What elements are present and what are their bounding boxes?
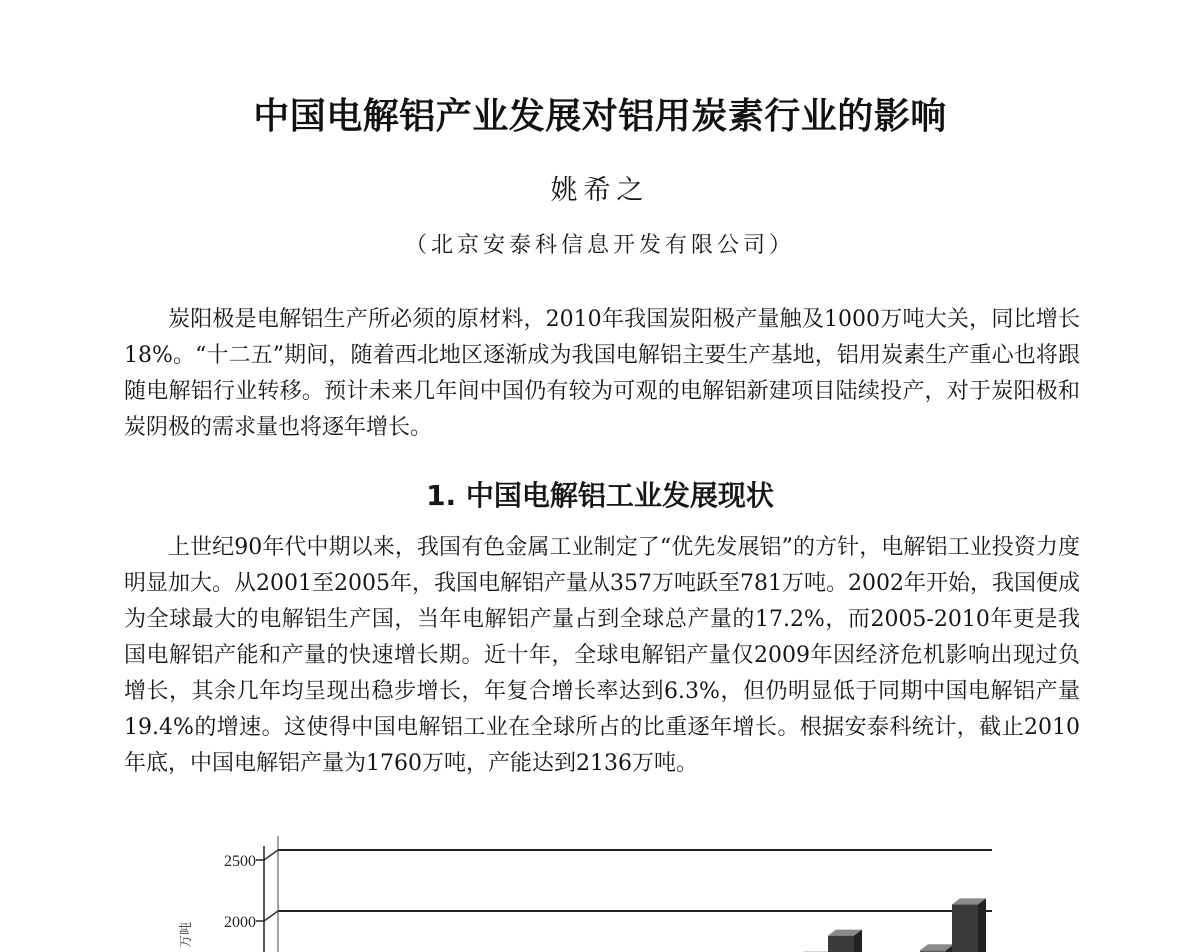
gridline-depth — [264, 911, 278, 921]
y-tick-label: 2500 — [224, 853, 256, 870]
production-chart — [160, 836, 1040, 952]
bar-side-face — [978, 898, 986, 952]
paper-title: 中国电解铝产业发展对铝用炭素行业的影响 — [253, 96, 947, 137]
abstract-paragraph: 炭阳极是电解铝生产所必须的原材料，2010年我国炭阳极产量触及1000万吨大关，同比增长18%。“十二五”期间，随着西北地区逐渐成为我国电解铝主要生产基地，铝用炭素生产重心也将跟随电解铝行业转移。预计未来几年间中国仍有较为可观的电解铝新建项目陆续投产，对于炭阳极和炭阴极的需求量也将逐年增长。 — [124, 307, 1080, 440]
section-heading-1: 1. 中国电解铝工业发展现状 — [426, 479, 774, 512]
author-affiliation: （北京安泰科信息开发有限公司） — [404, 233, 795, 258]
y-axis-label: 万吨 — [178, 921, 193, 948]
bar — [952, 904, 978, 952]
chart-svg — [160, 836, 1040, 952]
bar — [828, 936, 854, 952]
y-tick-label: 2000 — [224, 914, 256, 931]
section-1-paragraph: 上世纪90年代中期以来，我国有色金属工业制定了“优先发展铝”的方针，电解铝工业投资力度明显加大。从2001至2005年，我国电解铝产量从357万吨跃至781万吨。2002年开始，我国便成为全球最大的电解铝生产国，当年电解铝产量占到全球总产量的17.2%，而2005-2010年更是我国电解铝产能和产量的快速增长期。近十年，全球电解铝产量仅2009年因经济危机影响出现过负增长，其余几年均呈现出稳步增长，年复合增长率达到6.3%，但仍明显低于同期中国电解铝产量19.4%的增速。这使得中国电解铝工业在全球所占的比重逐年增长。根据安泰科统计，截止2010年底，中国电解铝产量为1760万吨，产能达到2136万吨。 — [124, 535, 1080, 776]
gridline-depth — [264, 850, 278, 860]
author-name: 姚希之 — [550, 175, 650, 206]
